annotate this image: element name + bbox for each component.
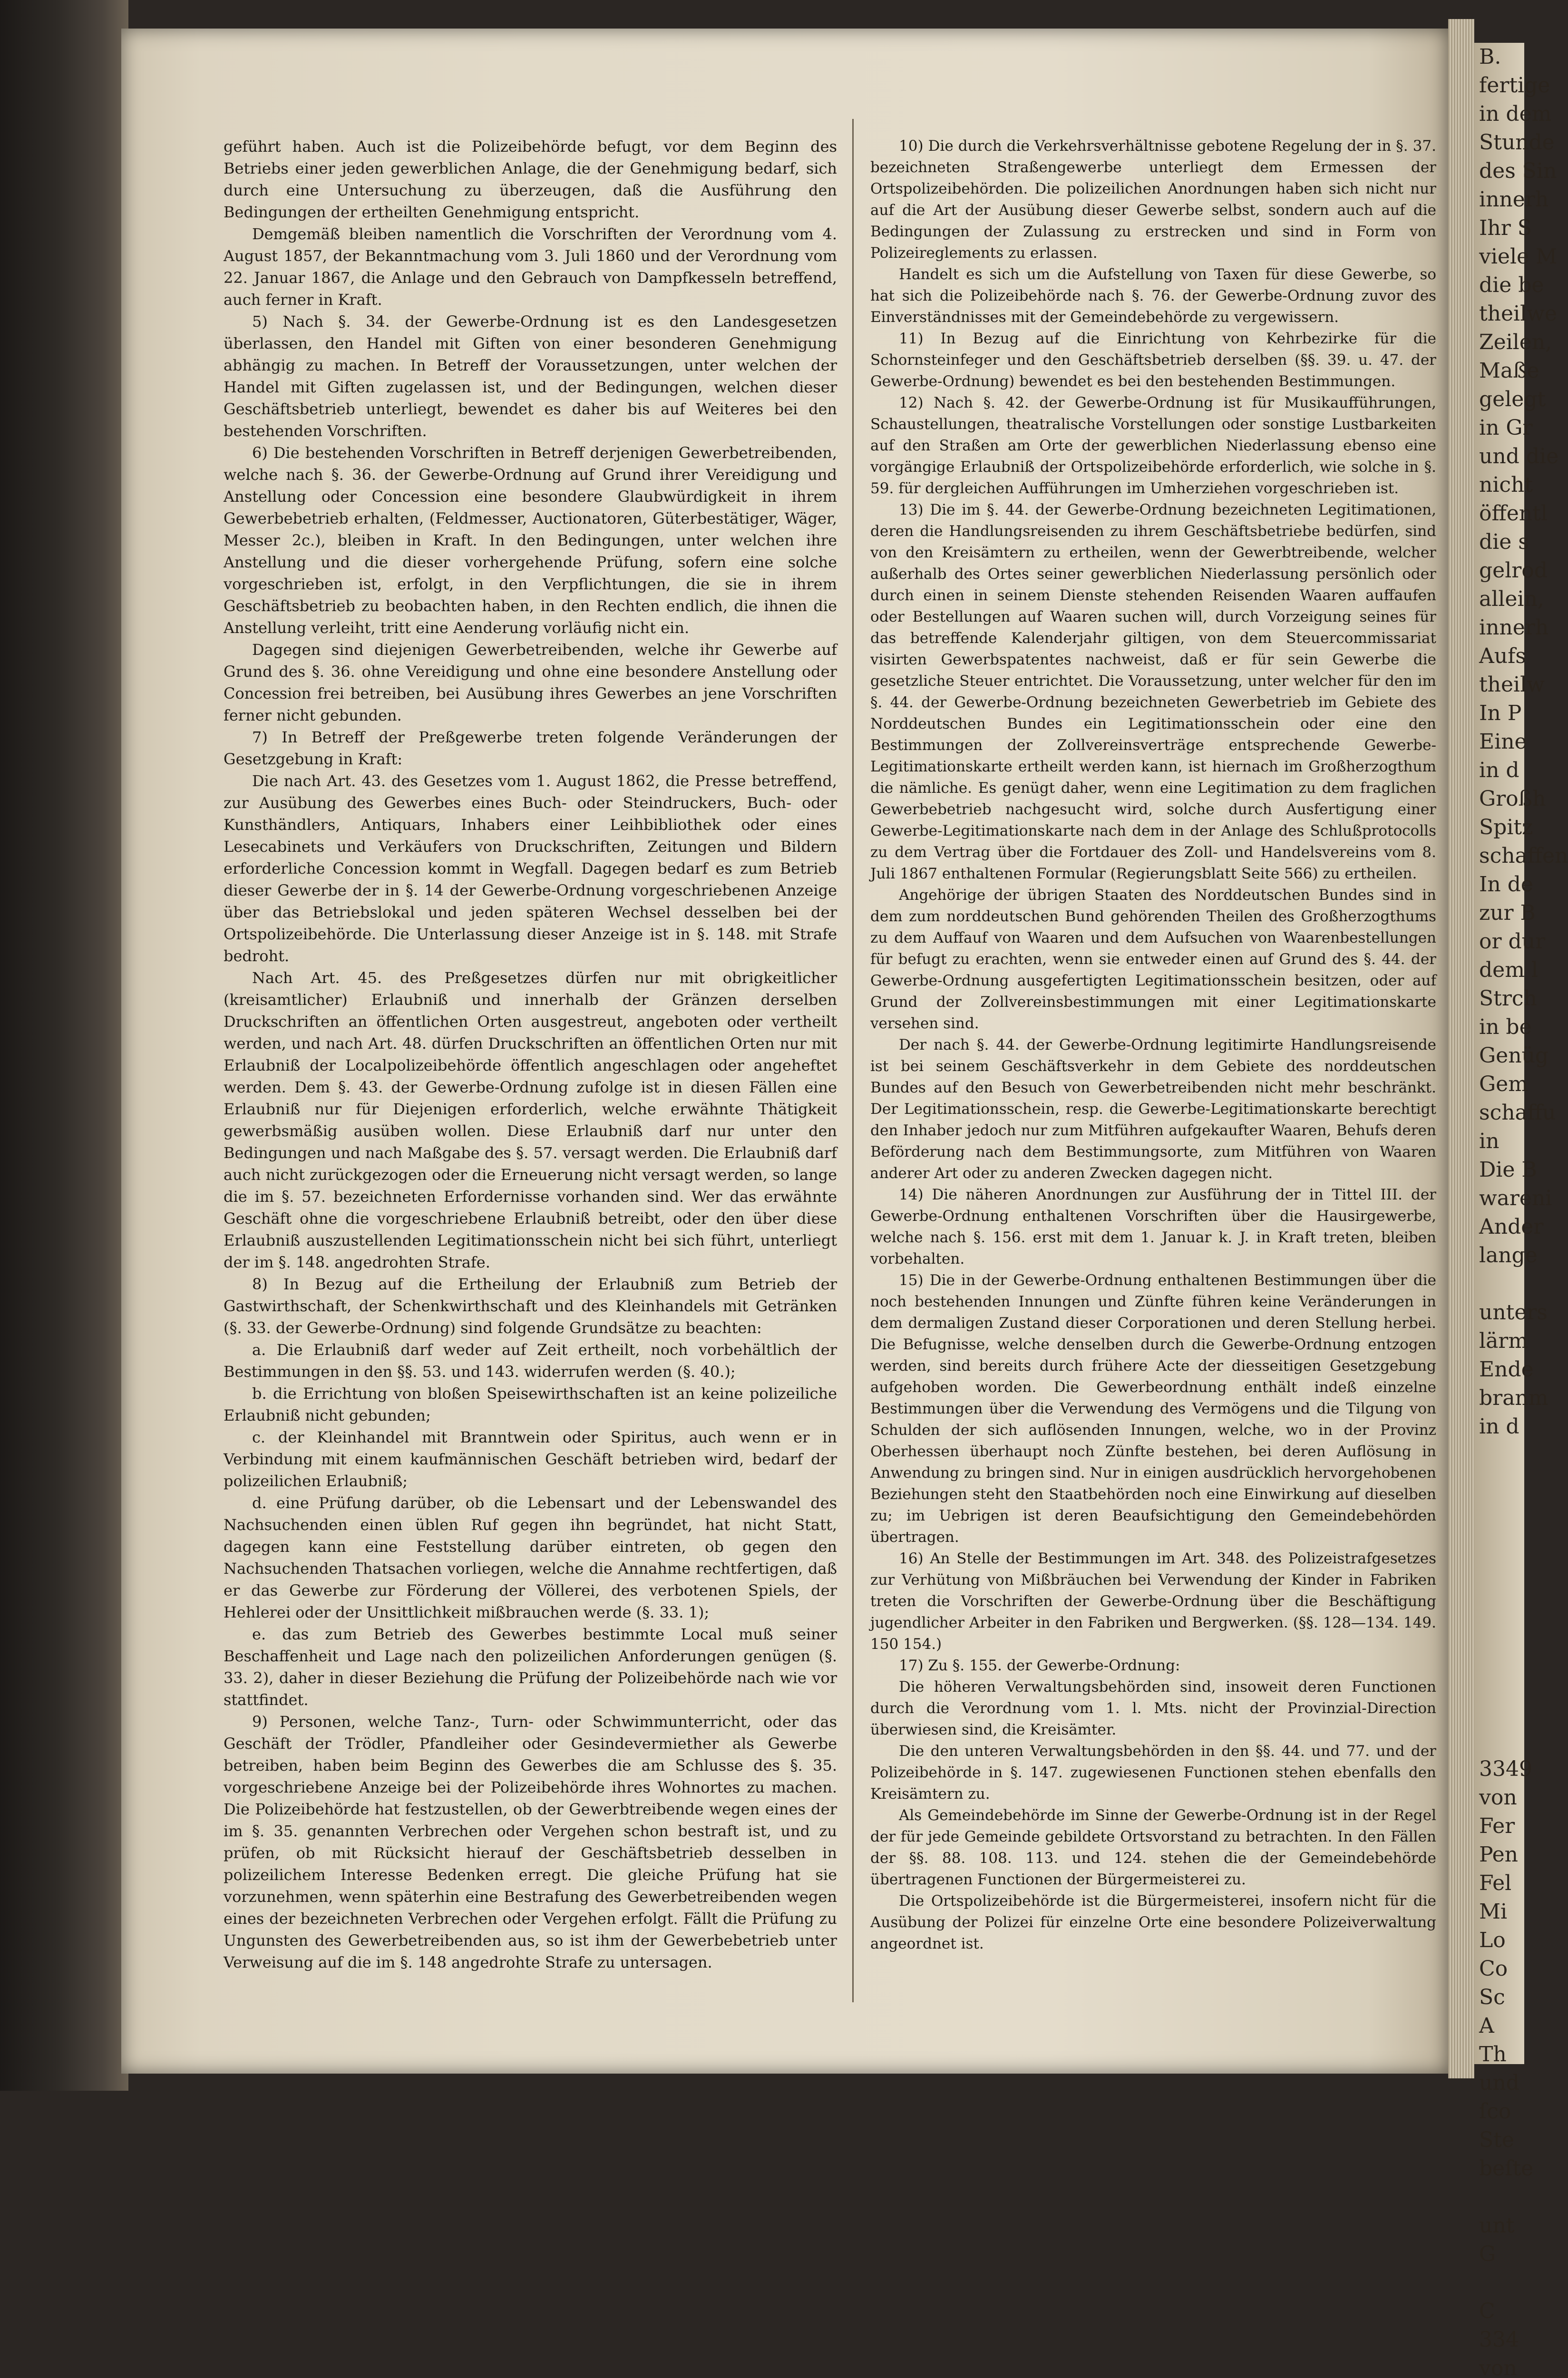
next-page-text: Ander — [1479, 1215, 1544, 1239]
next-page-text: allein, — [1479, 587, 1544, 611]
next-page-text: Spitz — [1479, 815, 1533, 839]
paragraph: b. die Errichtung von bloßen Speisewirthschaften ist an keine polizeiliche Erlaubniß nicht gebunden; — [224, 1384, 837, 1424]
next-page-text: lärm — [1479, 1329, 1529, 1353]
next-page-text: B. — [1479, 45, 1501, 69]
next-page-text: In de — [1479, 872, 1533, 897]
next-page-text: von — [1479, 2356, 1517, 2378]
next-page-text — [1474, 1612, 1524, 1641]
paragraph: 11) In Bezug auf die Einrichtung von Kehrbezirke für die Schornsteinfeger und den Geschäftsbetrieb derselben (§§. 39. u. 47. der Gewerbe-Ordnung) bewendet es bei den bestehenden Bestimmungen. — [870, 330, 1436, 390]
paragraph: e. das zum Betrieb des Gewerbes bestimmte Local muß seiner Beschaffenheit und Lage nach den polizeilichen Anforderungen genügen (§. 33. 2), daher in dieser Beziehung die Prüfung der Polizeibehörde nach wie vor stattfindet. — [224, 1625, 837, 1709]
next-page-text: beſte — [1479, 2156, 1534, 2181]
paragraph: d. eine Prüfung darüber, ob die Lebensart und der Lebenswandel des Nachsuchenden einen üblen Ruf gegen ihn begründet, hat nicht Statt, dagegen kann eine Feststellung darüber eintreten, ob gegen den Nachsuchenden Thatsachen vorliegen, welche die Annahme rechtfertigen, daß er das Gewerbe zur Förderung der Völlerei, des verbotenen Spiels, der Hehlerei oder der Unsittlichkeit mißbrauchen werde (§. 33. 1); — [224, 1494, 837, 1621]
next-page-text: schaffu — [1479, 1101, 1556, 1125]
next-page-text: die s — [1479, 530, 1529, 554]
next-page-text: C — [1479, 2299, 1495, 2323]
next-page-text: Maße — [1479, 359, 1539, 383]
next-page-text — [1474, 1527, 1524, 1555]
next-page-text: theilw — [1479, 672, 1545, 697]
next-page-text: nicht — [1479, 473, 1533, 497]
paragraph: 7) In Betreff der Preßgewerbe treten folgende Veränderungen der Gesetzgebung in Kraft: — [224, 728, 837, 768]
paragraph: 17) Zu §. 155. der Gewerbe-Ordnung: — [899, 1657, 1180, 1674]
next-page-text: Die B — [1479, 1158, 1537, 1182]
paragraph: 5) Nach §. 34. der Gewerbe-Ordnung ist es den Landesgesetzen überlassen, den Handel mit Giften von einer besonderen Genehmigung abhängig zu machen. In Betreff der Voraussetzungen, unter welchen der Handel mit Giften zugelassen ist, und der Bedingungen, welchen dieser Geschäftsbetrieb unterliegt, bewendet es daher bis auf Weiteres bei den bestehenden Vorschriften. — [224, 312, 837, 440]
next-page-text: gelegt — [1479, 387, 1546, 411]
column-rule — [852, 119, 854, 2002]
next-page-text: fertige — [1479, 73, 1550, 97]
next-page-text: von — [1479, 1785, 1517, 1810]
paragraph: Dagegen sind diejenigen Gewerbetreibenden, welche ihr Gewerbe auf Grund des §. 36. ohne Vereidigung und ohne eine besondere Anstellung oder Concession frei betreiben, bei Ausübung ihres Gewerbes an jene Vorschriften ferner nicht gebunden. — [224, 641, 837, 724]
next-page-text: Fel — [1479, 1871, 1512, 1895]
next-page-text: Aufs — [1479, 644, 1526, 668]
next-page-text: in d — [1479, 1414, 1519, 1439]
next-page-text: or dur — [1479, 929, 1546, 954]
next-page-text — [1474, 1584, 1524, 1612]
paragraph: 15) Die in der Gewerbe-Ordnung enthaltenen Bestimmungen über die noch bestehenden Innungen und Zünfte führen keine Veränderungen in dem dermaligen Zustand dieser Corporationen und deren Stellung herbei. Die Befugnisse, welche denselben durch die Gewerbe-Ordnung entzogen werden, sind bereits durch frühere Acte der diesseitigen Gesetzgebung aufgehoben worden. Die Gewerbeordnung enthält indeß einzelne Bestimmungen über die Verwendung des Vermögens und die Tilgung von Schulden der sich auflösenden Innungen, welche, wo in der Provinz Oberhessen überhaupt noch Zünfte bestehen, bei deren Auflösung in Anwendung zu bringen sind. Nur in einigen ausdrücklich hervorgehobenen Beziehungen steht den Staatbehörden noch eine Einwirkung auf dieselben zu; im Uebrigen ist deren Beaufsichtigung den Gemeindebehörden übertragen. — [870, 1272, 1436, 1546]
next-page-text: Stunde — [1479, 130, 1555, 155]
next-page-text — [1474, 1641, 1524, 1669]
book-binding-left — [0, 0, 128, 2091]
next-page-text: Sc — [1479, 1985, 1505, 2009]
next-page-text: Zeilen, — [1479, 330, 1552, 354]
next-page-text: die be — [1479, 273, 1544, 297]
next-page-text: Pen — [1479, 1842, 1519, 1867]
next-page-text: Eine — [1479, 730, 1527, 754]
next-page-text: Großh — [1479, 787, 1546, 811]
next-page-text: Ende — [1479, 1357, 1534, 1382]
next-page-text: gelrod — [1479, 558, 1548, 583]
paragraph: Demgemäß bleiben namentlich die Vorschriften der Verordnung vom 4. August 1857, der Bekanntmachung vom 3. Juli 1860 und der Verordnung vom 22. Januar 1867, die Anlage und den Gebrauch von Dampfkesseln betreffend, auch ferner in Kraft. — [224, 225, 837, 309]
next-page-text: A — [1479, 2014, 1494, 2038]
paragraph: Nach Art. 45. des Preßgesetzes dürfen nur mit obrigkeitlicher (kreisamtlicher) Erlaubniß und innerhalb der Gränzen derselben Druckschriften an öffentlichen Orten ausgestreut, angeboten oder vertheilt werden, und nach Art. 48. dürfen Druckschriften an öffentlichen Orten nur mit Erlaubniß der Localpolizeibehörde öffentlich angeschlagen oder angeheftet werden. Dem §. 43. der Gewerbe-Ordnung zufolge ist in diesen Fällen eine Erlaubniß nur für Diejenigen erforderlich, welche erwähnte Thätigkeit gewerbsmäßig ausüben wollen. Diese Erlaubniß darf nur unter den Bedingungen und nach Maßgabe des §. 57. versagt werden. Die Erlaubniß darf auch nicht zurückgezogen oder die Erneuerung nicht versagt werden, so lange die im §. 57. bezeichneten Erfordernisse vorhanden sind. Wer das erwähnte Geschäft ohne die vorgeschriebene Erlaubniß betreibt, oder den über diese Erlaubniß auszustellenden Legitimationsschein nicht bei sich führt, unterliegt der im §. 148. angedrohten Strafe. — [224, 969, 837, 1271]
next-page-text: in d — [1479, 758, 1519, 782]
next-page-text: theilwe — [1479, 302, 1557, 326]
next-page-text: G — [1479, 2242, 1496, 2266]
next-page-text: und die — [1479, 444, 1559, 468]
next-page-text: Ste — [1479, 2128, 1514, 2152]
next-page-text — [1474, 1726, 1524, 1755]
next-page-text — [1474, 1498, 1524, 1527]
next-page-text — [1474, 2269, 1524, 2297]
next-page-text: Strch — [1479, 986, 1537, 1011]
paragraph: a. Die Erlaubniß darf weder auf Zeit ertheilt, noch vorbehältlich der Bestimmungen in den §§. 53. und 143. widerrufen werden (§. 40.); — [224, 1341, 837, 1381]
paragraph: Die Ortspolizeibehörde ist die Bürgermeisterei, insofern nicht für die Ausübung der Polizei für einzelne Orte eine besondere Polizeiverwaltung angeordnet ist. — [870, 1892, 1436, 1952]
paragraph: 16) An Stelle der Bestimmungen im Art. 348. des Polizeistrafgesetzes zur Verhütung von Mißbräuchen bei Verwendung der Kinder in Fabriken treten die Vorschriften der Gewerbe-Ordnung über die Beschäftigung jugendlicher Arbeiter in den Fabriken und Bergwerken. (§§. 128—134. 149. 150 154.) — [870, 1550, 1436, 1653]
next-page-text: Genüg — [1479, 1043, 1549, 1068]
paragraph: Handelt es sich um die Aufstellung von Taxen für diese Gewerbe, so hat sich die Polizeibehörde nach §. 76. der Gewerbe-Ordnung zuvor des Einverständnisses mit der Gemeindebehörde zu vergewissern. — [870, 266, 1436, 326]
next-page-text — [1474, 1555, 1524, 1584]
paragraph: Die höheren Verwaltungsbehörden sind, insoweit deren Functionen durch die Verordnung vom 1. l. Mts. nicht der Provinzial-Direction überwiesen sind, die Kreisämter. — [870, 1678, 1436, 1738]
next-page-text: Gem — [1479, 1072, 1528, 1096]
next-page-text: Ihr S — [1479, 216, 1532, 240]
next-page-text: wareni — [1479, 1186, 1552, 1210]
paragraph: 8) In Bezug auf die Ertheilung der Erlaubniß zum Betrieb der Gastwirthschaft, der Schenkwirthschaft und des Kleinhandels mit Getränken (§. 33. der Gewerbe-Ordnung) sind folgende Grundsätze zu beachten: — [224, 1275, 837, 1337]
right-column — [870, 136, 1436, 1955]
paragraph: 14) Die näheren Anordnungen zur Ausführung der in Tittel III. der Gewerbe-Ordnung enthaltenen Vorschriften über die Hausirgewerbe, welche nach §. 156. erst mit dem 1. Januar k. J. in Kraft treten, bleiben vorbehalten. — [870, 1186, 1436, 1267]
paragraph: 9) Personen, welche Tanz-, Turn- oder Schwimmunterricht, oder das Geschäft der Trödler, Pfandleiher oder Gesindevermiether als Gewerbe betreiben, haben beim Beginn des Gewerbes die am Schlusse des §. 35. vorgeschriebene Anzeige bei der Polizeibehörde ihres Wohnortes zu machen. Die Polizeibehörde hat festzustellen, ob der Gewerbtreibende wegen eines der im §. 35. genannten Verbrechen oder Vergehen schon bestraft ist, und zu prüfen, ob mit Rücksicht hierauf der Geschäftsbetrieb desselben in polizeilichem Interesse Bedenken erregt. Die gleiche Prüfung hat sie vorzunehmen, wenn späterhin eine Bestrafung des Gewerbetreibenden wegen eines der bezeichneten Verbrechen oder Vergehen erfolgt. Fällt die Prüfung zu Ungunsten des Gewerbetreibenden aus, so ist ihm der Gewerbebetrieb unter Verweisung auf die im §. 148 angedrohte Strafe zu untersagen. — [224, 1713, 837, 1971]
next-page-text: ſco — [1479, 2099, 1511, 2124]
next-page-text: Co — [1479, 1957, 1508, 1981]
next-page-text — [1474, 1698, 1524, 1726]
next-page-text: In P — [1479, 701, 1522, 725]
next-page-text: Lo — [1479, 1928, 1506, 1952]
next-page-text: Th — [1479, 2042, 1507, 2066]
next-page-text — [1474, 2183, 1524, 2212]
paragraph: 12) Nach §. 42. der Gewerbe-Ordnung ist für Musikaufführungen, Schaustellungen, theatralische Vorstellungen oder sonstige Lustbarkeiten auf den Straßen am Orte der gewerblichen Niederlassung ebenso eine vorgängige Erlaubniß der Ortspolizeibehörde erforderlich, wie solche in §. 59. für dergleichen Aufführungen im Umherziehen vorgeschrieben ist. — [870, 394, 1436, 497]
next-page-text: des Sin — [1479, 159, 1557, 183]
next-page-text: dem l — [1479, 958, 1538, 982]
next-page-text — [1474, 1470, 1524, 1498]
next-page-text: viele M — [1479, 244, 1558, 269]
next-page-text: innerh — [1479, 615, 1549, 640]
next-page-text: 3349 — [1479, 1757, 1532, 1781]
paragraph: geführt haben. Auch ist die Polizeibehörde befugt, vor dem Beginn des Betriebs einer jeden gewerblichen Anlage, die der Genehmigung bedarf, sich durch eine Untersuchung zu überzeugen, daß die Ausführung den Bedingungen der ertheilten Genehmigung entspricht. — [224, 137, 837, 221]
paragraph: 6) Die bestehenden Vorschriften in Betreff derjenigen Gewerbetreibenden, welche nach §. 36. der Gewerbe-Ordnung auf Grund ihrer Vereidigung und Anstellung oder Concession eine besondere Glaubwürdigkeit in ihrem Gewerbebetrieb erhalten, (Feldmesser, Auctionatoren, Güterbestätiger, Wäger, Messer 2c.), bleiben in Kraft. In den Bedingungen, unter welchen ihre Anstellung und die dieser vorhergehende Prüfung, sofern eine solche vorgeschrieben ist, erfolgt, in den Verpflichtungen, die sie in ihrem Geschäftsbetrieb zu beobachten haben, in den Rechten endlich, die ihnen die Anstellung verleiht, tritt eine Aenderung vorläufig nicht ein. — [224, 444, 837, 637]
paragraph: c. der Kleinhandel mit Branntwein oder Spiritus, auch wenn er in Verbindung mit einem kaufmännischen Geschäft betrieben wird, bedarf der polizeilichen Erlaubniß; — [224, 1428, 837, 1490]
next-page-text: in be — [1479, 1015, 1532, 1039]
paragraph: Die nach Art. 43. des Gesetzes vom 1. August 1862, die Presse betreffend, zur Ausübung des Gewerbes eines Buch- oder Steindruckers, Buch- oder Kunsthändlers, Antiquars, Inhabers einer Leihbibliothek oder eines Lesecabinets und Verkäufers von Druckschriften, Zeitungen und Bildern erforderliche Concession kommt in Wegfall. Dagegen bedarf es zum Betrieb dieser Gewerbe der in §. 14 der Gewerbe-Ordnung vorgeschriebenen Anzeige über das Betriebslokal und jeden späteren Wechsel desselben bei der Ortspolizeibehörde. Die Unterlassung dieser Anzeige ist in §. 148. mit Strafe bedroht. — [224, 772, 837, 965]
left-column — [224, 136, 837, 1973]
paragraph: Die den unteren Verwaltungsbehörden in den §§. 44. und 77. und der Polizeibehörde in §. 147. zugewiesenen Functionen stehen ebenfalls den Kreisämtern zu. — [870, 1743, 1436, 1803]
next-page-text: schaffen — [1479, 844, 1568, 868]
page-edge — [1448, 19, 1474, 2078]
next-page-text: innerh — [1479, 187, 1549, 212]
next-page-text — [1474, 1441, 1524, 1470]
next-page-text: unt — [1479, 2213, 1515, 2238]
next-page-text — [1474, 1669, 1524, 1698]
next-page-text — [1474, 1270, 1524, 1298]
paragraph: Als Gemeindebehörde im Sinne der Gewerbe-Ordnung ist in der Regel der für jede Gemeinde gebildete Ortsvorstand zu betrachten. In den Fällen der §§. 88. 108. 113. und 124. stehen die der Gemeindebehörde übertragenen Functionen der Bürgermeisterei zu. — [870, 1807, 1436, 1888]
next-page-text: lange — [1479, 1243, 1538, 1267]
paragraph: 13) Die im §. 44. der Gewerbe-Ordnung bezeichneten Legitimationen, deren die Handlungsreisenden zu ihrem Geschäftsbetriebe bedürfen, sind von den Kreisämtern zu ertheilen, wenn der Gewerbtreibende, welcher außerhalb des Ortes seiner gewerblichen Niederlassung persönlich oder durch einen in seinem Dienste stehenden Reisenden Waaren auffaufen oder Bestellungen auf Waaren suchen will, durch Vorzeigung seines für das betreffende Kalenderjahr giltigen, von dem Steuercommissariat visirten Gewerbspatentes nachweist, daß er für sein Gewerbe die gesetzliche Steuer entrichtet. Die Voraussetzung, unter welcher für den im §. 44. der Gewerbe-Ordnung bezeichneten Gewerbetrieb im Gebiete des Norddeutschen Bundes ein Legitimationsschein oder eine den Bestimmungen der Zollvereinsverträge entsprechende Gewerbe-Legitimationskarte ertheilt werden kann, ist hiernach im Großherzogthum die nämliche. Es genügt daher, wenn eine Legitimation zu dem fraglichen Gewerbebetrieb nachgesucht wird, solche durch Ausfertigung einer Gewerbe-Legitimationskarte nach dem in der Anlage des Schlußprotocolls zu dem Vertrag über die Fortdauer des Zoll- und Handelsvereins vom 8. Juli 1867 enthaltenen Formular (Regierungsblatt Seite 566) zu ertheilen. — [870, 501, 1436, 882]
paragraph: 10) Die durch die Verkehrsverhältnisse gebotene Regelung der in §. 37. bezeichneten Straßengewerbe unterliegt dem Ermessen der Ortspolizeibehörden. Die polizeilichen Anordnungen haben sich nicht nur auf die Art der Ausübung dieser Gewerbe selbst, sondern auch auf die Bedingungen der Zulassung zu erstrecken und sind in Form von Polizeireglements zu erlassen. — [870, 137, 1436, 262]
next-page-text: Mi — [1479, 1900, 1508, 1924]
next-page-text: Fer — [1479, 1814, 1515, 1838]
paragraph: Der nach §. 44. der Gewerbe-Ordnung legitimirte Handlungsreisende ist bei seinem Geschäftsverkehr in dem Gebiete des norddeutschen Bundes auf den Besuch von Gewerbetreibenden nicht mehr beschränkt. Der Legitimationsschein, resp. die Gewerbe-Legitimationskarte berechtigt den Inhaber jedoch nur zum Mitführen aufgekaufter Waaren, Behufs deren Beförderung nach dem Bestimmungsorte, zum Mitführen von Waaren anderer Art oder zu anderen Zwecken dagegen nicht. — [870, 1036, 1436, 1182]
next-page-text: 334 — [1479, 2328, 1519, 2352]
next-page-text: in Gr — [1479, 416, 1533, 440]
next-page-text: branm — [1479, 1386, 1549, 1410]
next-page-text: öffentl — [1479, 501, 1548, 526]
next-page-text: in dem — [1479, 102, 1552, 126]
next-page-text: unters — [1479, 1300, 1548, 1325]
next-page-text: zur B — [1479, 901, 1536, 925]
paragraph: Angehörige der übrigen Staaten des Norddeutschen Bundes sind in dem zum norddeutschen Bund gehörenden Theilen des Großherzogthums zu dem Auffauf von Waaren und dem Aufsuchen von Waarenbestellungen für befugt zu erachten, wenn sie entweder einen auf Grund des §. 44. der Gewerbe-Ordnung ausgefertigten Legitimationsschein besitzen, oder auf Grund der Zollvereinsbestimmungen mit einer Legitimationskarte versehen sind. — [870, 887, 1436, 1032]
next-page-fragment — [1474, 43, 1568, 2378]
next-page-text: in — [1479, 1129, 1500, 1153]
next-page-text: und — [1479, 2071, 1519, 2095]
